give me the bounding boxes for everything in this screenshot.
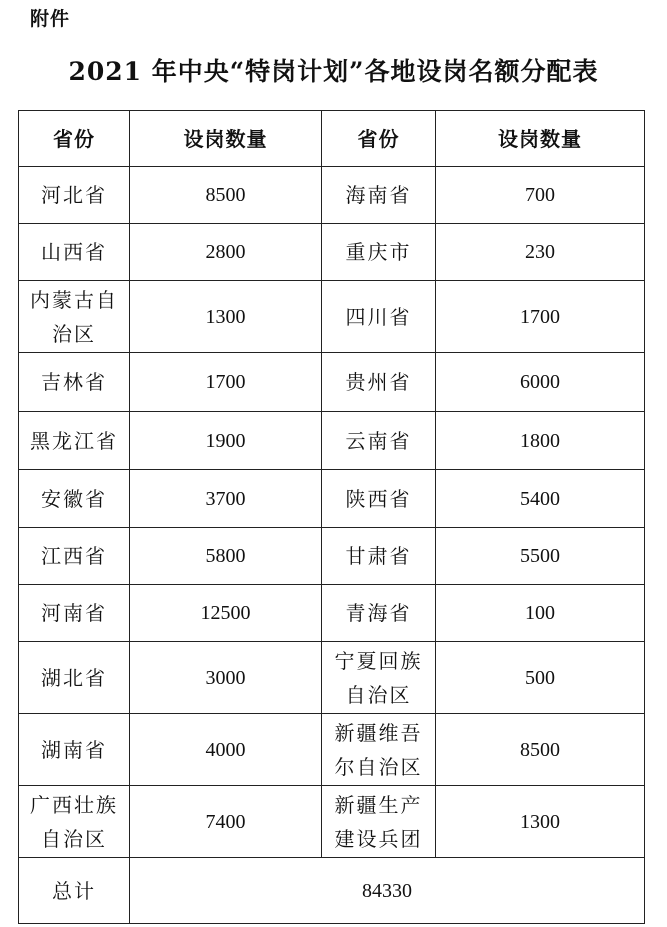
count-cell: 4000 <box>130 714 322 786</box>
province-cell: 重庆市 <box>322 224 436 281</box>
province-line: 宁夏回族 <box>334 648 423 673</box>
count-cell: 12500 <box>130 585 322 642</box>
province-cell: 黑龙江省 <box>19 412 130 470</box>
province-cell: 青海省 <box>322 585 436 642</box>
province-line: 自治区 <box>41 826 107 851</box>
count-cell: 5800 <box>130 528 322 585</box>
table-row <box>19 642 645 714</box>
province-cell <box>19 281 130 353</box>
total-value: 84330 <box>130 858 645 924</box>
province-line: 新疆维吾 <box>334 720 423 745</box>
province-cell: 四川省 <box>322 281 436 353</box>
count-cell: 1800 <box>436 412 645 470</box>
table-header-row <box>19 111 645 167</box>
province-cell <box>322 714 436 786</box>
count-cell: 5400 <box>436 470 645 528</box>
count-cell: 8500 <box>436 714 645 786</box>
count-cell: 3000 <box>130 642 322 714</box>
province-line: 内蒙古自 <box>30 287 118 312</box>
province-cell: 湖北省 <box>19 642 130 714</box>
province-line: 自治区 <box>345 682 412 707</box>
header-province-left: 省份 <box>19 111 130 167</box>
table-row <box>19 281 645 353</box>
count-cell: 3700 <box>130 470 322 528</box>
province-cell: 陕西省 <box>322 470 436 528</box>
table-row <box>19 412 645 470</box>
count-cell: 1700 <box>130 353 322 412</box>
province-line: 尔自治区 <box>334 754 423 779</box>
province-cell: 湖南省 <box>19 714 130 786</box>
count-cell: 1300 <box>436 786 645 858</box>
province-cell: 河北省 <box>19 167 130 224</box>
table-row <box>19 167 645 224</box>
total-label: 总计 <box>19 858 130 924</box>
province-cell: 河南省 <box>19 585 130 642</box>
table-row <box>19 470 645 528</box>
count-cell: 5500 <box>436 528 645 585</box>
header-count-left: 设岗数量 <box>130 111 322 167</box>
province-cell <box>19 786 130 858</box>
province-cell: 安徽省 <box>19 470 130 528</box>
count-cell: 700 <box>436 167 645 224</box>
province-line: 新疆生产 <box>334 792 423 817</box>
count-cell: 500 <box>436 642 645 714</box>
count-cell: 100 <box>436 585 645 642</box>
province-cell <box>322 786 436 858</box>
province-cell: 贵州省 <box>322 353 436 412</box>
table-row <box>19 786 645 858</box>
count-cell: 1900 <box>130 412 322 470</box>
province-line: 建设兵团 <box>334 826 423 851</box>
table-row <box>19 714 645 786</box>
province-cell: 海南省 <box>322 167 436 224</box>
province-cell: 吉林省 <box>19 353 130 412</box>
count-cell: 1300 <box>130 281 322 353</box>
count-cell: 7400 <box>130 786 322 858</box>
province-cell: 江西省 <box>19 528 130 585</box>
table-row <box>19 353 645 412</box>
count-cell: 8500 <box>130 167 322 224</box>
table-row <box>19 585 645 642</box>
province-line: 广西壮族 <box>30 792 118 817</box>
document-title: 2021 年中央“特岗计划”各地设岗名额分配表 <box>68 57 599 86</box>
province-cell: 山西省 <box>19 224 130 281</box>
province-cell <box>322 642 436 714</box>
header-province-right: 省份 <box>322 111 436 167</box>
attachment-label: 附件 <box>30 8 71 30</box>
total-row <box>19 858 645 924</box>
province-cell: 甘肃省 <box>322 528 436 585</box>
province-cell: 云南省 <box>322 412 436 470</box>
table-row <box>19 224 645 281</box>
count-cell: 2800 <box>130 224 322 281</box>
allocation-table <box>18 110 645 924</box>
header-count-right: 设岗数量 <box>436 111 645 167</box>
count-cell: 230 <box>436 224 645 281</box>
count-cell: 6000 <box>436 353 645 412</box>
table-row <box>19 528 645 585</box>
count-cell: 1700 <box>436 281 645 353</box>
province-line: 治区 <box>52 321 96 346</box>
